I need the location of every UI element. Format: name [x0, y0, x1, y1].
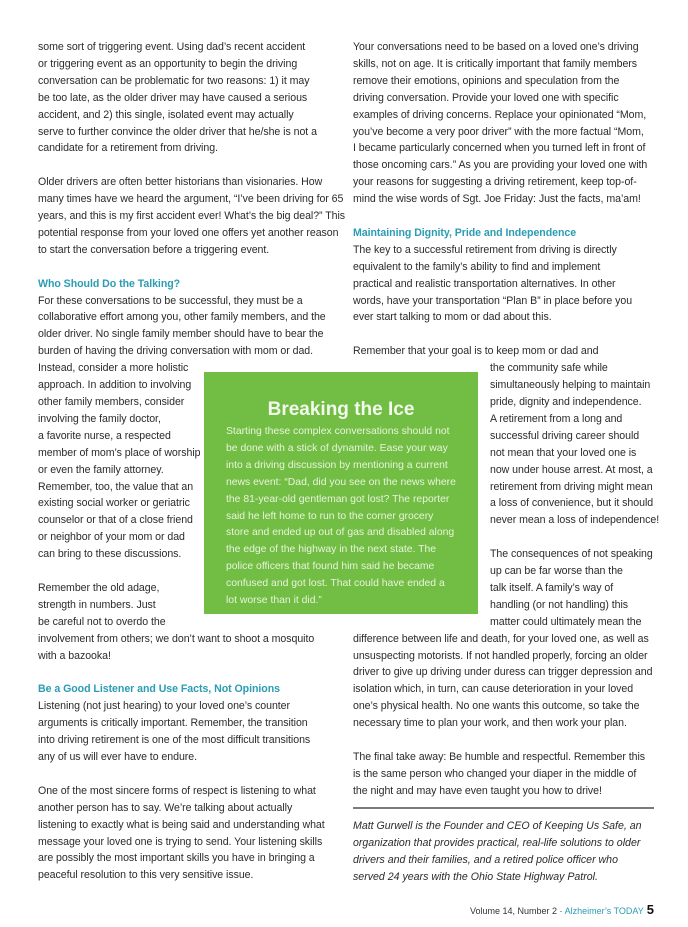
- sidebar-title: Breaking the Ice: [267, 399, 415, 420]
- text-line: necessary time to plan your work, and then work your plan.: [353, 717, 627, 730]
- text-line: A retirement from a long and: [490, 412, 623, 425]
- paragraph: [353, 749, 658, 800]
- text-line: confused and got lost. That could have ended a: [226, 578, 445, 590]
- text-line: For these conversations to be successful, they must be a: [38, 294, 303, 307]
- text-line: many times have we heard the argument, “I’ve been driving for 65: [38, 193, 344, 206]
- text-line: served 24 years with the Ohio State Highway Patrol.: [353, 870, 598, 883]
- text-line: skills, not on age. It is critically important that family members: [353, 57, 638, 70]
- text-line: be careful not to overdo the: [38, 615, 166, 628]
- publication-name: Alzheimer’s TODAY: [564, 906, 644, 916]
- text-line: lot worse than it did.”: [226, 595, 322, 607]
- text-line: said he left home to run to the corner grocery: [226, 510, 434, 522]
- page-number: 5: [646, 902, 654, 917]
- text-line: The key to a successful retirement from driving is directly: [353, 243, 617, 256]
- text-line: news event: “Dad, did you see on the news where: [226, 476, 456, 488]
- section-heading-good-listener: Be a Good Listener and Use Facts, Not Opinions: [38, 683, 280, 696]
- text-line: the night and may have even taught you how to drive!: [353, 784, 602, 797]
- text-line: peaceful resolution to this very sensitive issue.: [38, 869, 254, 882]
- text-line: pride, dignity and independence.: [490, 396, 642, 408]
- text-line: arguments is critically important. Remember, the transition: [38, 717, 308, 730]
- text-line: listening to exactly what is being said and understanding what: [38, 818, 325, 831]
- text-line: Your conversations need to be based on a loved one’s driving: [353, 41, 639, 53]
- text-line: burden of having the driving conversation with mom or dad.: [38, 345, 314, 358]
- text-line: collaborative effort among you, other family members, and the: [38, 311, 326, 324]
- text-line: remove their emotions, opinions and speculation from the: [353, 74, 620, 87]
- text-line: involvement from others; we don’t want to shoot a mosquito: [38, 632, 315, 645]
- text-line: One of the most sincere forms of respect is listening to what: [38, 784, 316, 797]
- text-line: candidate for a retirement from driving.: [38, 142, 218, 155]
- paragraph: [38, 174, 348, 259]
- text-line: the edge of the highway in the next state. The: [226, 544, 437, 556]
- text-line: or neighbor of your mom or dad: [38, 531, 185, 544]
- paragraph: [38, 698, 348, 766]
- text-line: isolation which, in turn, can cause deterioration in your loved: [353, 683, 634, 696]
- paragraph-wrapped: [490, 360, 658, 529]
- page-footer: [470, 902, 654, 917]
- text-line: now under house arrest. At most, a: [490, 463, 653, 476]
- text-line: successful driving career should: [490, 429, 640, 442]
- text-line: any of us will ever have to endure.: [38, 751, 198, 763]
- text-line: you’ve become a very poor driver” with the more factual “Mom,: [353, 125, 644, 138]
- paragraph: [38, 293, 348, 361]
- text-line: be too late, as the older driver may have caused a serious: [38, 91, 308, 104]
- text-line: police officers that found him said he became: [226, 561, 435, 573]
- author-divider: [353, 807, 654, 809]
- text-line: counselor or that of a close friend: [38, 514, 193, 527]
- text-line: approach. In addition to involving: [38, 379, 192, 392]
- text-line: other family members, consider: [38, 396, 185, 408]
- text-line: be done with a stick of dynamite. Ease your way: [226, 442, 448, 454]
- text-line: strength in numbers. Just: [38, 598, 156, 611]
- paragraph-wrapped: [38, 580, 198, 631]
- text-line: those oncoming cars.” As you are providing your loved one with: [353, 159, 648, 172]
- text-line: mind the wise words of Sgt. Joe Friday: Just the facts, ma’am!: [353, 193, 641, 206]
- text-line: I became particularly concerned when you turned left in front of: [353, 142, 646, 155]
- text-line: into driving retirement is one of the most difficult transitions: [38, 734, 311, 747]
- paragraph: [38, 783, 348, 884]
- text-line: or triggering event as an opportunity to begin the driving: [38, 57, 298, 70]
- text-line: is the same person who changed your diaper in the middle of: [353, 767, 637, 780]
- text-line: existing social worker or geriatric: [38, 497, 190, 510]
- text-line: difference between life and death, for your loved one, as well as: [353, 632, 649, 645]
- text-line: store and ended up out of gas and disabled along: [226, 527, 455, 539]
- text-line: ever start talking to mom or dad about this.: [353, 311, 552, 324]
- text-line: a loss of convenience, but it should: [490, 497, 654, 510]
- text-line: one’s physical health. No one wants this outcome, so take the: [353, 700, 640, 713]
- text-line: Instead, consider a more holistic: [38, 362, 189, 375]
- text-line: never mean a loss of independence!: [490, 514, 660, 527]
- section-heading-who-should-talk: Who Should Do the Talking?: [38, 277, 181, 290]
- text-line: another person has to say. We’re talking about actually: [38, 801, 293, 814]
- text-line: years, and this is my first accident ever! What’s the big deal?” This: [38, 210, 346, 223]
- text-line: with a bazooka!: [38, 649, 111, 662]
- text-line: Matt Gurwell is the Founder and CEO of Keeping Us Safe, an: [353, 820, 642, 832]
- text-line: Starting these complex conversations should not: [226, 426, 450, 437]
- text-line: The final take away: Be humble and respectful. Remember this: [353, 751, 646, 763]
- paragraph-wrapped: [38, 360, 201, 563]
- text-line: retirement from driving might mean: [490, 480, 653, 493]
- text-line: Remember, too, the value that an: [38, 480, 194, 493]
- text-line: can bring to these discussions.: [38, 548, 182, 561]
- text-line: are possibly the most important skills you have in bringing a: [38, 852, 315, 865]
- text-line: accident, and 2) this single, isolated event may actually: [38, 108, 294, 121]
- text-line: not mean that your loved one is: [490, 446, 637, 459]
- text-line: Older drivers are often better historians than visionaries. How: [38, 176, 323, 189]
- text-line: simultaneously helping to maintain: [490, 379, 651, 392]
- text-line: driving conversation. Provide your loved one with specific: [353, 91, 619, 104]
- text-line: practical and realistic transportation alternatives. In other: [353, 277, 616, 290]
- text-line: into a driving discussion by mentioning a current: [226, 459, 448, 471]
- text-line: or even the family attorney.: [38, 463, 164, 476]
- text-line: conversation can be problematic for two reasons: 1) it may: [38, 74, 310, 87]
- text-line: words, have your transportation “Plan B” in place before you: [353, 294, 633, 307]
- text-line: your reasons for suggesting a driving retirement, keep top-of-: [353, 176, 637, 189]
- right-column: [353, 39, 658, 800]
- text-line: Listening (not just hearing) to your loved one’s counter: [38, 700, 290, 713]
- paragraph: Remember that your goal is to keep mom or dad and: [353, 345, 599, 358]
- text-line: Remember the old adage,: [38, 581, 160, 594]
- text-line: driver to give up driving under duress can trigger depression and: [353, 666, 653, 679]
- text-line: equivalent to the family’s ability to find and implement: [353, 260, 601, 273]
- text-line: organization that provides practical, real-life solutions to older: [353, 836, 641, 849]
- text-line: to start the conversation before a triggering event.: [38, 243, 270, 256]
- text-line: member of mom’s place of worship: [38, 446, 201, 459]
- section-heading-dignity: Maintaining Dignity, Pride and Independence: [353, 226, 577, 239]
- text-line: message your loved one is trying to send. Your listening skills: [38, 835, 323, 848]
- text-line: serve to further convince the older driver that he/she is not a: [38, 125, 317, 138]
- paragraph: [353, 39, 658, 208]
- text-line: a favorite nurse, a respected: [38, 429, 171, 442]
- text-line: drivers and their families, and a retired police officer who: [353, 853, 618, 866]
- text-line: some sort of triggering event. Using dad’s recent accident: [38, 41, 306, 53]
- text-line: up can be far worse than the: [490, 565, 623, 578]
- text-line: talk itself. A family’s way of: [490, 581, 614, 594]
- paragraph: [353, 242, 658, 327]
- text-line: examples of driving concerns. Replace your opinionated “Mom,: [353, 108, 647, 121]
- text-line: potential response from your loved one offers yet another reason: [38, 226, 339, 239]
- paragraph: [38, 39, 348, 157]
- paragraph: [353, 631, 658, 732]
- text-line: involving the family doctor,: [38, 412, 161, 425]
- author-bio: [353, 818, 658, 886]
- text-line: matter could ultimately mean the: [490, 615, 642, 628]
- text-line: the 81-year-old gentleman got lost? The reporter: [226, 493, 450, 505]
- issue-info: Volume 14, Number 2 ·: [470, 906, 565, 916]
- text-line: The consequences of not speaking: [490, 548, 653, 561]
- text-line: older driver. No single family member should have to bear the: [38, 328, 324, 341]
- paragraph-wrapped: [490, 546, 658, 631]
- paragraph: [38, 631, 348, 665]
- text-line: the community safe while: [490, 362, 608, 375]
- text-line: handling (or not handling) this: [490, 598, 629, 611]
- text-line: unsuspecting motorists. If not handled properly, forcing an older: [353, 649, 648, 662]
